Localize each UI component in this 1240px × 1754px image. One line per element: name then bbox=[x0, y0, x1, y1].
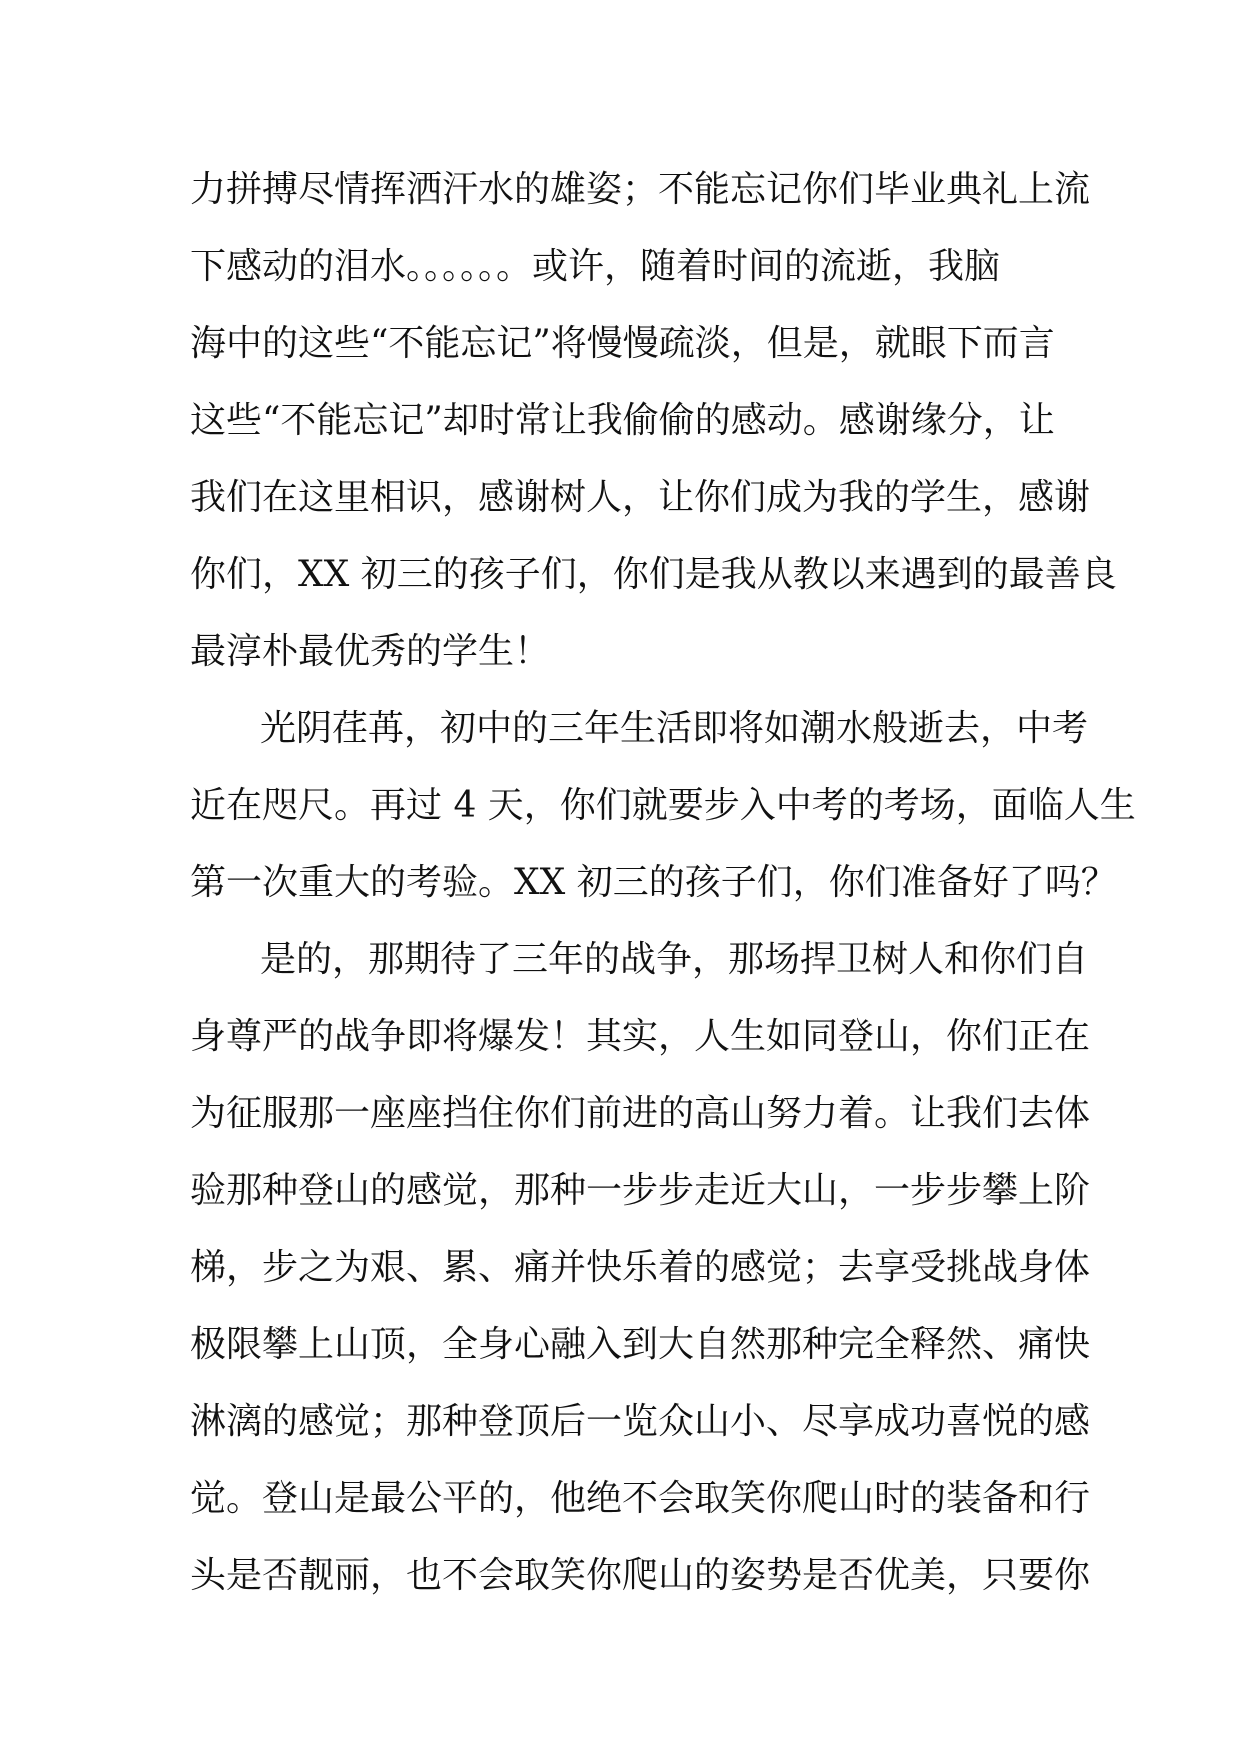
text-line: 你们，XX 初三的孩子们，你们是我从教以来遇到的最善良 bbox=[190, 554, 1117, 595]
paragraph-first-line: 是的，那期待了三年的战争，那场捍卫树人和你们自 bbox=[260, 939, 1089, 980]
paragraph-first-line: 光阴荏苒，初中的三年生活即将如潮水般逝去，中考 bbox=[260, 708, 1089, 749]
text-line: 验那种登山的感觉，那种一步步走近大山，一步步攀上阶 bbox=[190, 1170, 1091, 1211]
text-line: 下感动的泪水。。。。。。或许，随着时间的流逝，我脑 bbox=[190, 246, 1001, 287]
text-line: 近在咫尺。再过 4 天，你们就要步入中考的考场，面临人生 bbox=[190, 785, 1136, 826]
text-line: 这些“不能忘记”却时常让我偷偷的感动。感谢缘分，让 bbox=[190, 400, 1055, 441]
text-line: 我们在这里相识，感谢树人，让你们成为我的学生，感谢 bbox=[190, 477, 1091, 518]
text-line: 觉。登山是最公平的，他绝不会取笑你爬山时的装备和行 bbox=[190, 1478, 1091, 1519]
text-line: 最淳朴最优秀的学生！ bbox=[190, 631, 551, 672]
text-line: 力拼搏尽情挥洒汗水的雄姿；不能忘记你们毕业典礼上流 bbox=[190, 169, 1091, 210]
text-line: 为征服那一座座挡住你们前进的高山努力着。让我们去体 bbox=[190, 1093, 1091, 1134]
text-line: 梯，步之为艰、累、痛并快乐着的感觉；去享受挑战身体 bbox=[190, 1247, 1091, 1288]
text-line: 头是否靓丽，也不会取笑你爬山的姿势是否优美，只要你 bbox=[190, 1555, 1091, 1596]
text-line: 海中的这些“不能忘记”将慢慢疏淡，但是，就眼下而言 bbox=[190, 323, 1055, 364]
text-line: 第一次重大的考验。XX 初三的孩子们，你们准备好了吗？ bbox=[190, 862, 1117, 903]
text-line: 极限攀上山顶，全身心融入到大自然那种完全释然、痛快 bbox=[190, 1324, 1091, 1365]
text-line: 淋漓的感觉；那种登顶后一览众山小、尽享成功喜悦的感 bbox=[190, 1401, 1091, 1442]
text-line: 身尊严的战争即将爆发！其实，人生如同登山，你们正在 bbox=[190, 1016, 1091, 1057]
